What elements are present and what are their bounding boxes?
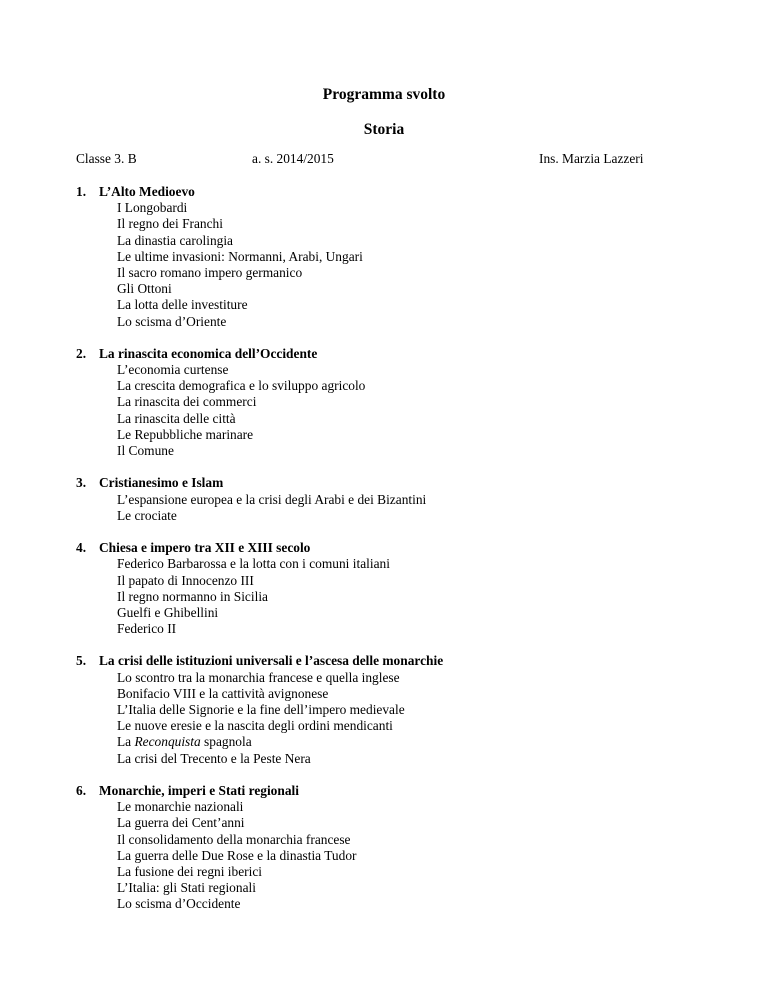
topic-item: Gli Ottoni — [117, 281, 172, 297]
topic-item: Le Repubbliche marinare — [117, 426, 254, 442]
topic-item: La crisi del Trecento e la Peste Nera — [117, 750, 311, 766]
topic-item: Le nuove eresie e la nascita degli ordini mendicanti — [117, 718, 393, 734]
section-number: 1. — [76, 184, 87, 199]
section-title: Cristianesimo e Islam — [99, 475, 224, 491]
topic-item: Lo scisma d’Oriente — [117, 313, 227, 329]
topic-item: Bonifacio VIII e la cattività avignonese — [117, 685, 329, 701]
topic-item: L’Italia delle Signorie e la fine dell’impero medievale — [117, 702, 405, 717]
subject-title: Storia — [363, 121, 405, 138]
program-section — [76, 653, 736, 766]
topic-item: La rinascita dei commerci — [117, 394, 257, 410]
class-label: Classe 3. B — [76, 151, 137, 166]
topic-item: La dinastia carolingia — [117, 232, 234, 248]
topic-item: La Reconquista spagnola — [117, 734, 252, 750]
topic-item: Il regno dei Franchi — [117, 216, 223, 232]
topic-item: L’espansione europea e la crisi degli Arabi e dei Bizantini — [117, 491, 427, 507]
topic-item: Il Comune — [117, 443, 174, 458]
section-heading — [76, 346, 736, 362]
section-number: 5. — [76, 653, 87, 669]
program-section — [76, 346, 736, 459]
program-section — [76, 540, 736, 637]
section-heading — [76, 475, 736, 491]
program-section — [76, 475, 736, 524]
program-sections — [76, 184, 736, 929]
section-heading — [76, 540, 736, 556]
topic-item: Federico Barbarossa e la lotta con i comuni italiani — [117, 556, 390, 572]
section-title: L’Alto Medioevo — [99, 184, 195, 199]
topic-item: La guerra dei Cent’anni — [117, 815, 245, 831]
topic-item: Le crociate — [117, 507, 177, 523]
school-year-label: a. s. 2014/2015 — [252, 151, 334, 166]
topic-item: Il sacro romano impero germanico — [117, 264, 303, 280]
section-number: 2. — [76, 345, 87, 361]
section-title: Chiesa e impero tra XII e XIII secolo — [99, 540, 311, 556]
section-heading — [76, 184, 736, 200]
section-number: 3. — [76, 475, 87, 491]
topic-item: Le ultime invasioni: Normanni, Arabi, Ungari — [117, 248, 363, 264]
section-heading — [76, 783, 736, 799]
topic-item: L’Italia: gli Stati regionali — [117, 880, 256, 896]
topic-item: Il papato di Innocenzo III — [117, 572, 254, 588]
program-section — [76, 783, 736, 913]
program-section — [76, 184, 736, 330]
topic-item: Il regno normanno in Sicilia — [117, 588, 268, 604]
topic-item: Federico II — [117, 621, 177, 637]
topic-item: Il consolidamento della monarchia francese — [117, 831, 351, 847]
section-title: La rinascita economica dell’Occidente — [99, 345, 318, 361]
topic-item: I Longobardi — [117, 200, 188, 216]
topic-item: La guerra delle Due Rose e la dinastia Tudor — [117, 847, 357, 863]
section-title: Monarchie, imperi e Stati regionali — [99, 782, 299, 798]
topic-item: L’economia curtense — [117, 362, 229, 378]
topic-item: Le monarchie nazionali — [117, 799, 244, 815]
document-title: Programma svolto — [322, 86, 446, 103]
topic-item: La lotta delle investiture — [117, 297, 248, 313]
teacher-label: Ins. Marzia Lazzeri — [539, 151, 644, 166]
topic-item: Lo scisma d’Occidente — [117, 896, 241, 912]
topic-item: La fusione dei regni iberici — [117, 863, 263, 879]
section-heading — [76, 653, 736, 669]
topic-item: La rinascita delle città — [117, 410, 236, 426]
section-number: 4. — [76, 540, 87, 556]
section-title: La crisi delle istituzioni universali e l’ascesa delle monarchie — [99, 653, 444, 669]
topic-item: Lo scontro tra la monarchia francese e quella inglese — [117, 669, 400, 685]
topic-item: La crescita demografica e lo sviluppo agricolo — [117, 378, 366, 394]
italic-term: Reconquista — [134, 734, 201, 750]
section-number: 6. — [76, 782, 87, 798]
topic-item: Guelfi e Ghibellini — [117, 604, 219, 620]
